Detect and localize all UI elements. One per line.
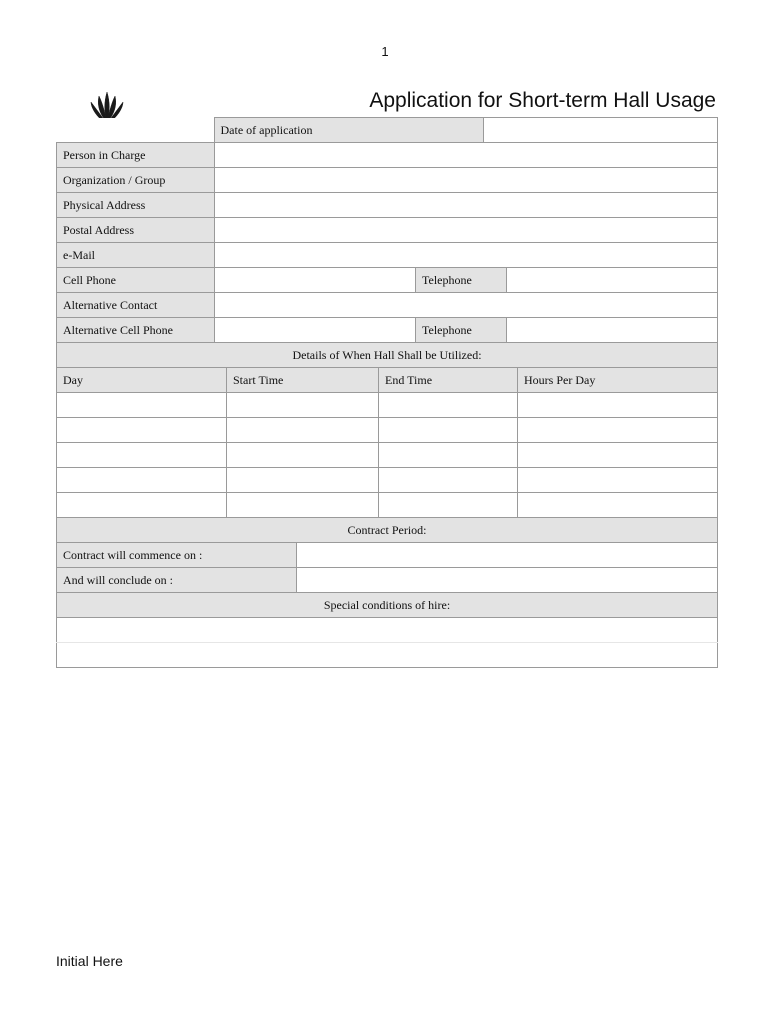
form-title: Application for Short-term Hall Usage — [369, 89, 716, 112]
schedule-input-day[interactable] — [63, 394, 220, 416]
email-input[interactable] — [221, 244, 711, 266]
schedule-cell-day[interactable] — [57, 493, 227, 518]
schedule-cell-end-time[interactable] — [379, 468, 518, 493]
schedule-input-start-time[interactable] — [233, 394, 372, 416]
schedule-input-hours-per-day[interactable] — [524, 444, 711, 466]
contact-row — [57, 168, 718, 193]
schedule-column-headers — [57, 368, 718, 393]
column-start-time: Start Time — [227, 368, 379, 393]
schedule-input-end-time[interactable] — [385, 394, 511, 416]
telephone-field[interactable] — [507, 268, 718, 293]
schedule-cell-end-time[interactable] — [379, 418, 518, 443]
initial-here-label: Initial Here — [56, 953, 123, 969]
cell-phone-input[interactable] — [221, 269, 409, 291]
schedule-row — [57, 468, 718, 493]
conclude-input[interactable] — [303, 569, 711, 591]
contact-row — [57, 243, 718, 268]
cell-phone-label: Cell Phone — [57, 268, 215, 293]
schedule-cell-end-time[interactable] — [379, 493, 518, 518]
schedule-row — [57, 418, 718, 443]
postal-address-input[interactable] — [221, 219, 711, 241]
schedule-cell-day[interactable] — [57, 443, 227, 468]
schedule-cell-start-time[interactable] — [227, 493, 379, 518]
alternative-cell-label: Alternative Cell Phone — [57, 318, 215, 343]
alternative-telephone-input[interactable] — [513, 319, 711, 341]
schedule-header: Details of When Hall Shall be Utilized: — [57, 343, 718, 368]
schedule-cell-end-time[interactable] — [379, 443, 518, 468]
contact-row — [57, 218, 718, 243]
special-conditions-input-2[interactable] — [63, 644, 711, 666]
contact-row — [57, 268, 718, 293]
schedule-cell-day[interactable] — [57, 393, 227, 418]
date-table — [56, 117, 718, 143]
contact-row — [57, 193, 718, 218]
schedule-input-end-time[interactable] — [385, 494, 511, 516]
alternative-contact-label: Alternative Contact — [57, 293, 215, 318]
commence-label: Contract will commence on : — [57, 543, 297, 568]
commence-field[interactable] — [297, 543, 718, 568]
email-label: e-Mail — [57, 243, 215, 268]
column-day: Day — [57, 368, 227, 393]
date-label: Date of application — [214, 118, 483, 143]
email-field[interactable] — [215, 243, 718, 268]
conclude-label: And will conclude on : — [57, 568, 297, 593]
physical-address-input[interactable] — [221, 194, 711, 216]
contact-row — [57, 143, 718, 168]
schedule-input-day[interactable] — [63, 494, 220, 516]
schedule-input-hours-per-day[interactable] — [524, 394, 711, 416]
schedule-input-end-time[interactable] — [385, 469, 511, 491]
schedule-cell-day[interactable] — [57, 418, 227, 443]
special-conditions-input-1[interactable] — [63, 619, 711, 641]
schedule-input-hours-per-day[interactable] — [524, 419, 711, 441]
special-conditions-header: Special conditions of hire: — [57, 593, 718, 618]
telephone-label: Telephone — [416, 268, 507, 293]
alternative-contact-field[interactable] — [215, 293, 718, 318]
schedule-input-day[interactable] — [63, 469, 220, 491]
special-conditions-field[interactable] — [57, 643, 718, 668]
schedule-input-start-time[interactable] — [233, 444, 372, 466]
person-in-charge-input[interactable] — [221, 144, 711, 166]
schedule-cell-hours-per-day[interactable] — [518, 443, 718, 468]
schedule-cell-hours-per-day[interactable] — [518, 418, 718, 443]
schedule-input-hours-per-day[interactable] — [524, 494, 711, 516]
schedule-input-day[interactable] — [63, 419, 220, 441]
schedule-cell-hours-per-day[interactable] — [518, 493, 718, 518]
schedule-input-start-time[interactable] — [233, 469, 372, 491]
person-in-charge-field[interactable] — [215, 143, 718, 168]
contact-row — [57, 293, 718, 318]
schedule-row — [57, 493, 718, 518]
schedule-cell-start-time[interactable] — [227, 393, 379, 418]
organization-label: Organization / Group — [57, 168, 215, 193]
special-conditions-field[interactable] — [57, 618, 718, 643]
schedule-input-end-time[interactable] — [385, 419, 511, 441]
schedule-cell-hours-per-day[interactable] — [518, 393, 718, 418]
conclude-field[interactable] — [297, 568, 718, 593]
cell-phone-field[interactable] — [215, 268, 416, 293]
schedule-cell-start-time[interactable] — [227, 443, 379, 468]
organization-input[interactable] — [221, 169, 711, 191]
column-end-time: End Time — [379, 368, 518, 393]
schedule-input-start-time[interactable] — [233, 494, 372, 516]
alternative-cell-input[interactable] — [221, 319, 409, 341]
commence-input[interactable] — [303, 544, 711, 566]
date-input[interactable] — [490, 119, 711, 141]
schedule-row — [57, 443, 718, 468]
contact-row — [57, 318, 718, 343]
schedule-input-end-time[interactable] — [385, 444, 511, 466]
postal-address-label: Postal Address — [57, 218, 215, 243]
date-field[interactable] — [483, 118, 717, 143]
page-number: 1 — [381, 44, 389, 59]
schedule-cell-start-time[interactable] — [227, 418, 379, 443]
schedule-body — [57, 393, 718, 518]
column-hours-per-day: Hours Per Day — [518, 368, 718, 393]
alternative-cell-field[interactable] — [215, 318, 416, 343]
contact-table — [56, 142, 718, 343]
physical-address-label: Physical Address — [57, 193, 215, 218]
alternative-telephone-label: Telephone — [416, 318, 507, 343]
schedule-input-start-time[interactable] — [233, 419, 372, 441]
schedule-cell-day[interactable] — [57, 468, 227, 493]
schedule-table — [56, 342, 718, 518]
schedule-input-day[interactable] — [63, 444, 220, 466]
person-in-charge-label: Person in Charge — [57, 143, 215, 168]
organization-field[interactable] — [215, 168, 718, 193]
schedule-cell-hours-per-day[interactable] — [518, 468, 718, 493]
physical-address-field[interactable] — [215, 193, 718, 218]
schedule-row — [57, 393, 718, 418]
schedule-cell-start-time[interactable] — [227, 468, 379, 493]
contract-header: Contract Period: — [57, 518, 718, 543]
contract-table — [56, 517, 718, 668]
alternative-telephone-field[interactable] — [507, 318, 718, 343]
schedule-cell-end-time[interactable] — [379, 393, 518, 418]
alternative-contact-input[interactable] — [221, 294, 711, 316]
application-form — [56, 117, 717, 668]
ornament-spacer — [56, 118, 214, 143]
schedule-input-hours-per-day[interactable] — [524, 469, 711, 491]
telephone-input[interactable] — [513, 269, 711, 291]
postal-address-field[interactable] — [215, 218, 718, 243]
